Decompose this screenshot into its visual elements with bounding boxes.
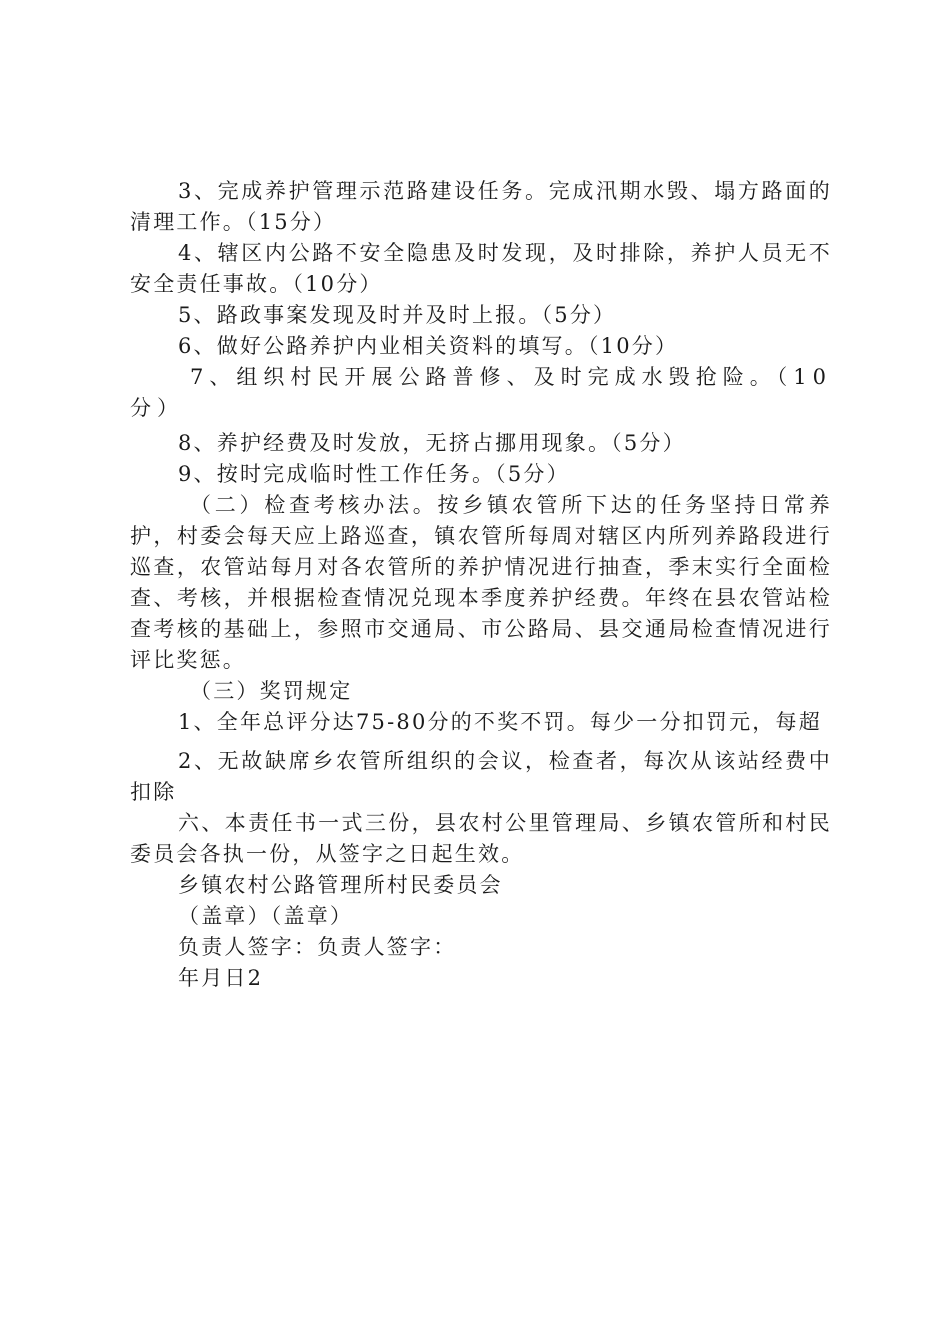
paragraph-item-6: 6、做好公路养护内业相关资料的填写。（10分） [178,334,679,358]
paragraph-reward-rule-1: 1、全年总评分达75-80分的不奖不罚。每少一分扣罚元，每超 [178,710,822,734]
signatory-parties: 乡镇农村公路管理所村民委员会 [178,873,503,897]
signature-line: 负责人签字：负责人签字： [178,935,457,959]
date-line: 年月日2 [178,966,264,990]
paragraph-reward-rule-2: 2、无故缺席乡农管所组织的会议，检查者，每次从该站经费中扣除 [130,749,832,804]
document-body [130,176,832,994]
paragraph-item-3: 3、完成养护管理示范路建设任务。完成汛期水毁、塌方路面的清理工作。（15分） [130,179,832,234]
paragraph-item-4: 4、辖区内公路不安全隐患及时发现，及时排除，养护人员无不安全责任事故。（10分） [130,241,832,296]
paragraph-item-8: 8、养护经费及时发放，无挤占挪用现象。（5分） [178,431,686,455]
paragraph-copies-clause: 六、本责任书一式三份，县农村公里管理局、乡镇农管所和村民委员会各执一份，从签字之日起生效。 [130,811,832,866]
paragraph-item-5: 5、路政事案发现及时并及时上报。（5分） [178,303,617,327]
paragraph-inspection-method: （二）检查考核办法。按乡镇农管所下达的任务坚持日常养护，村委会每天应上路巡查，镇农管所每周对辖区内所列养路段进行巡查，农管站每月对各农管所的养护情况进行抽查，季末实行全面检查、考核，并根据检查情况兑现本季度养护经费。年终在县农管站检查考核的基础上，参照市交通局、市公路局、县交通局检查情况进行评比奖惩。 [130,493,832,672]
paragraph-rewards-heading: （三）奖罚规定 [190,679,353,703]
paragraph-item-9: 9、按时完成临时性工作任务。（5分） [178,462,570,486]
seal-line: （盖章）（盖章） [178,904,354,928]
paragraph-item-7: 7、组织村民开展公路普修、及时完成水毁抢险。（10分） [130,365,832,420]
